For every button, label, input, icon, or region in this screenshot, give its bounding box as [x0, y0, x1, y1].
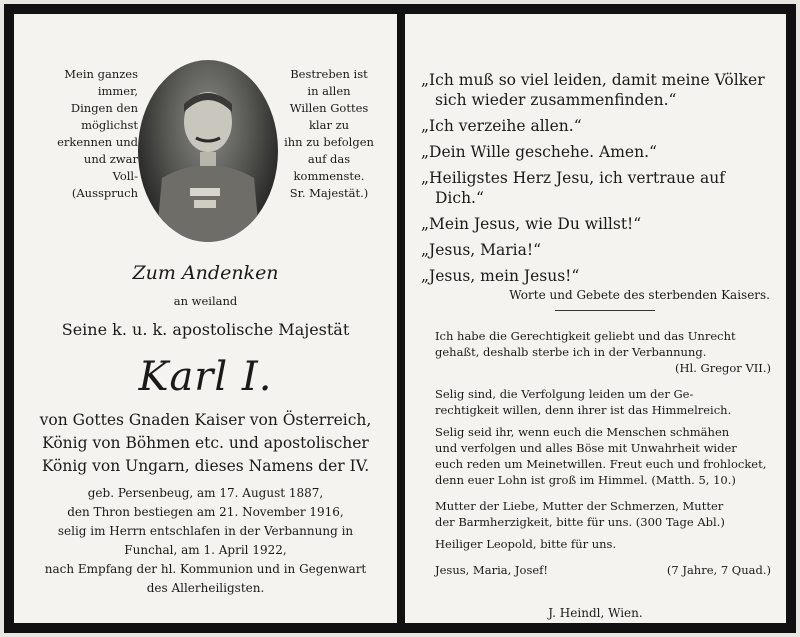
text-line: „Jesus, Maria!“ — [421, 241, 542, 259]
left-panel — [14, 14, 397, 623]
text-line: euch reden um Meinetwillen. Freut euch und frohlocket, — [435, 457, 767, 471]
text-line: selig im Herrn entschlafen in der Verbannung in — [57, 524, 354, 538]
text-line: „Ich verzeihe allen.“ — [421, 117, 582, 135]
text-line: gehaßt, deshalb sterbe ich in der Verbannung. — [435, 345, 707, 359]
portrait-photo — [138, 60, 278, 242]
an-weiland-text: an weiland — [173, 294, 238, 308]
majesty-line: Seine k. u. k. apostolische Majestät — [61, 320, 350, 339]
scripture-block — [435, 328, 771, 578]
text-line: des Allerheiligsten. — [146, 581, 265, 595]
text-line: „Dein Wille geschehe. Amen.“ — [421, 143, 657, 161]
text-line: der Barmherzigkeit, bitte für uns. (300 Tage Abl.) — [435, 515, 725, 529]
text-line: (Hl. Gregor VII.) — [675, 361, 771, 375]
text-line: nach Empfang der hl. Kommunion und in Gegenwart — [44, 562, 367, 576]
text-line: Selig seid ihr, wenn euch die Menschen schmähen — [435, 425, 730, 439]
printer-imprint: J. Heindl, Wien. — [548, 606, 643, 620]
text-line: Dich.“ — [435, 189, 484, 207]
portrait-figure — [138, 60, 278, 242]
last-words-block — [421, 70, 771, 286]
text-line: erkennen und — [57, 135, 138, 149]
text-line: sich wieder zusammenfinden.“ — [435, 91, 677, 109]
quote-right-column — [274, 66, 384, 202]
text-line: „Jesus, mein Jesus!“ — [421, 267, 580, 285]
text-line: denn euer Lohn ist groß im Himmel. (Matth. 5, 10.) — [435, 473, 736, 487]
text-line: „Mein Jesus, wie Du willst!“ — [421, 215, 642, 233]
text-line: Sr. Majestät.) — [289, 186, 369, 200]
text-line: König von Böhmen etc. und apostolischer — [42, 434, 369, 452]
emperor-name: Karl I. — [138, 354, 273, 400]
card-fold — [397, 4, 405, 633]
quotes-caption: Worte und Gebete des sterbenden Kaisers. — [509, 288, 770, 302]
quote-left-column — [34, 66, 138, 202]
titles-block — [14, 409, 397, 478]
text-line: Heiliger Leopold, bitte für uns. — [435, 537, 617, 551]
prayer-text: Jesus, Maria, Josef! — [435, 563, 549, 577]
text-line: Selig sind, die Verfolgung leiden um der Ge- — [435, 387, 694, 401]
text-line: und verfolgen und alles Böse mit Unwahrheit wider — [435, 441, 737, 455]
memorial-card — [4, 4, 796, 633]
text-line: von Gottes Gnaden Kaiser von Österreich, — [39, 411, 372, 429]
text-line: König von Ungarn, dieses Namens der IV. — [41, 457, 370, 475]
text-line: Ich habe die Gerechtigkeit geliebt und das Unrecht — [435, 329, 736, 343]
text-line: kommenste. — [293, 169, 365, 183]
text-line: ihn zu befolgen — [284, 135, 374, 149]
text-line: auf das — [307, 152, 351, 166]
text-line: Bestreben ist — [290, 67, 368, 81]
text-line: „Ich muß so viel leiden, damit meine Völker — [421, 71, 765, 89]
text-line: immer, — [97, 84, 138, 98]
text-line: den Thron bestiegen am 21. November 1916, — [67, 505, 344, 519]
text-line: „Heiligstes Herz Jesu, ich vertraue auf — [421, 169, 725, 187]
text-line: klar zu — [308, 118, 350, 132]
text-line: (Ausspruch — [71, 186, 138, 200]
text-line: und zwar — [83, 152, 138, 166]
text-line: möglichst — [81, 118, 138, 132]
text-line: in allen — [307, 84, 351, 98]
text-line: geb. Persenbeug, am 17. August 1887, — [87, 486, 324, 500]
right-panel — [405, 14, 786, 623]
text-line: Dingen den — [70, 101, 138, 115]
text-line: Mutter der Liebe, Mutter der Schmerzen, Mutter — [435, 499, 724, 513]
text-line: rechtigkeit willen, denn ihrer ist das Himmelreich. — [435, 403, 732, 417]
indulgence-text: (7 Jahre, 7 Quad.) — [666, 563, 771, 577]
text-line: Mein ganzes — [64, 67, 138, 81]
heading-zum-andenken: Zum Andenken — [132, 262, 279, 284]
text-line: Funchal, am 1. April 1922, — [124, 543, 287, 557]
biography-block — [14, 484, 397, 598]
divider — [555, 310, 655, 311]
text-line: Willen Gottes — [289, 101, 369, 115]
text-line: Voll- — [112, 169, 138, 183]
prayer-line — [435, 562, 771, 578]
